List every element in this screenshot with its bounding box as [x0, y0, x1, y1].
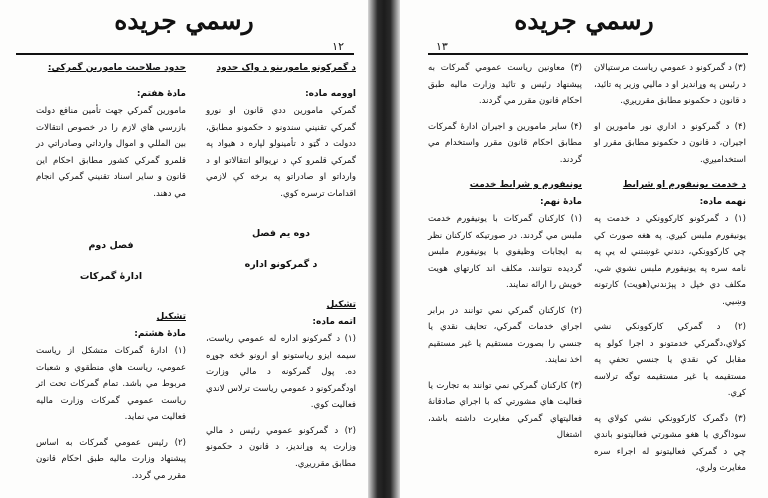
section-heading: د خدمت يونيفورم او شرايط: [622, 180, 746, 190]
paragraph: (۳) معاونين رياست عمومي گمرکات به پيشنهاد رئيس و تائيد وزارت ماليه طبق احکام قانون مقرر مي گردند.: [428, 63, 582, 106]
page-number: ۱۲: [332, 40, 344, 53]
page-title: رسمي جريده: [114, 6, 254, 35]
article-label: اوومه ماده:: [305, 89, 356, 99]
article-text: مامورين گمرکي جهت تأمين منافع دولت بازرسي هاي لازم را در خصوص انتقالات بين المللي و اموال وارداتي وصادراتي در قلمرو گمرکي کشور مطابق احکام اين قانون و ساير اسناد تقنيني گمرکي انجام مي دهند.: [36, 106, 186, 199]
paragraph: (۳) دگمرک کارکوونکي نشي کولاي په سوداگري يا هغو مشورتي فعاليتونو باندي چي د گمرکي فعاليتونو له اجراء سره مغايرت ولري،: [594, 413, 746, 473]
paragraph: (۱) د گمرکونو اداره له عمومي رياست، سيمه ايزو رياستونو او ارونو څخه جوړه ده. پول گمرکونه د مالي وزارت اودگمرکونو د عمومي رياست ترلاس لاندي فعاليت کوي.: [206, 334, 356, 410]
paragraph: (۳) کارکنان گمرکي نمي توانند به تجارت يا فعاليت هاي مشورتي که با اجراي صادقانۀ فعاليتهاي گمرکي مغايرت داشته باشد، اشتغال: [428, 380, 582, 440]
paragraph: (۲) رئيس عمومي گمرکات به اساس پيشنهاد وزارت ماليه طبق احکام قانون مقرر مي گردد.: [36, 437, 186, 481]
article-label: اتمه ماده:: [312, 317, 356, 327]
book-gutter: [368, 0, 400, 498]
header-rule: [16, 53, 354, 55]
dari-column: [36, 60, 186, 493]
page-title: رسمي جريده: [514, 6, 654, 35]
chapter-subtitle: ادارۀ گمرکات: [79, 271, 143, 282]
dari-column: [428, 60, 582, 453]
paragraph: (۲) د گمرکونو عمومي رئيس د مالي وزارت په وړانديز، د قانون د حکمونو مطابق مقرريږي.: [206, 425, 356, 469]
paragraph: (۲) د گمرکي کارکوونکي نشي کولاي،دگمرکي خدمتونو د اجرا کولو په مقابل کي نقدي يا جنسي تحفې په مستقيمه يا غير مستقيمه توگه ترلاسه کړي.: [594, 322, 746, 398]
paragraph: (۱) د گمرکونو کارکوونکي د خدمت په يونيفورم ملبس کيږي. په هغه صورت کي چي کارکوونکي، دندني غوښتني له يې په نامه سره په يونيفورم ملبس نشوي شي، مکلف دي خپل د پېژندني(هويت) کارتونه وښيي.: [594, 214, 746, 307]
article-label: مادۀ هفتم:: [136, 89, 186, 99]
left-page: [0, 0, 368, 498]
section-heading: د گمرکونو مامورينو د واک حدود: [216, 63, 356, 73]
right-page: [400, 0, 768, 498]
page-number: ۱۳: [436, 40, 448, 53]
sub-heading: تشکيل: [326, 300, 356, 310]
pashto-column: [206, 60, 356, 481]
chapter-subtitle: د گمرکونو اداره: [244, 259, 318, 270]
pashto-column: [594, 60, 746, 486]
header-rule: [428, 53, 748, 55]
chapter-title: فصل دوم: [88, 240, 134, 251]
paragraph: (۴) د گمرکونو د اداري نور مامورين او اجيران، د قانون د حکمونو مطابق مقرر او استخداميږي.: [594, 121, 746, 165]
sub-heading: تشکيل: [156, 312, 186, 322]
section-heading: حدود صلاحيت مامورين گمرکي:: [47, 63, 186, 73]
section-heading: يونيفورم و شرايط خدمت: [469, 180, 582, 190]
paragraph: (۳) د گمرکونو د عمومي رياست مرستيالان د رئيس په وړانديز او د ماليي وزير په تائيد، د قانون د حکمونو مطابق مقرريږي.: [594, 63, 746, 106]
paragraph: (۲) کارکنان گمرکي نمي توانند در برابر اجراي خدمات گمرکي، تحايف نقدي يا جنسي را بصورت مستقيم يا غير مستقيم اخذ نمايند.: [428, 305, 582, 365]
paragraph: (۱) ادارۀ گمرکات متشکل از رياست عمومي، رياست هاي منطقوي و شعبات مربوط مي باشد. تمام گمرکات تحت اثر رياست عمومي گمرکات وزارت ماليه فعاليت مي نمايد.: [36, 346, 186, 422]
article-label: مادۀ نهم:: [540, 197, 582, 207]
chapter-title: دوه يم فصل: [251, 228, 311, 239]
article-text: گمرکي مامورين ددي قانون او نورو گمرکي تقنيني سندونو د حکمونو مطابق، ددولت د گټو د تأمينولو لپاره د هيواد په گمرکي قلمرو کې د نړيوالو انتقالاتو او د وارداتو او صادراتو په برخه کې لازمي اقدامات ترسره کوي.: [206, 106, 356, 199]
paragraph: (۴) ساير مامورين و اجيران ادارۀ گمرکات مطابق احکام قانون مقرر واستخدام مي گردند.: [428, 121, 582, 165]
paragraph: (۱) کارکنان گمرکات با يونيفورم خدمت ملبس مي گردند. در صورتيکه کارکنان نظر به ايجابات وظيفوي با يونيفورم ملبس گرديده نتوانند، مکلف اند کارتهاي هويت خويش را ارائه نمايند.: [428, 214, 582, 290]
article-label: مادۀ هشتم:: [134, 329, 186, 339]
article-label: نهمه ماده:: [699, 197, 746, 207]
